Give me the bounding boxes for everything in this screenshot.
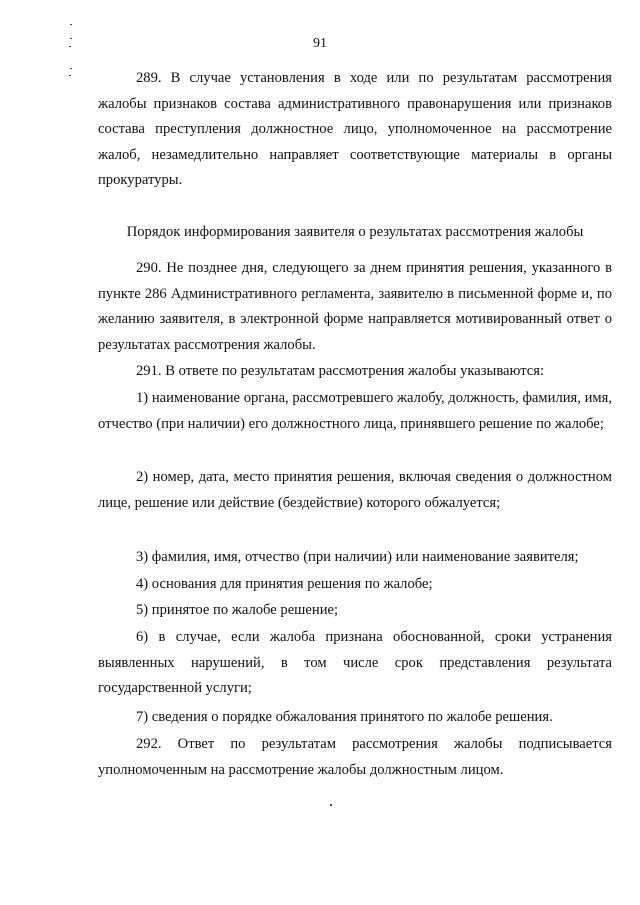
scan-mark [330,804,332,806]
list-item-4: 4) основания для принятия решения по жалобе; [136,576,433,592]
list-item-1: 1) наименование органа, рассмотревшего жалобу, должность, фамилия, имя, отчество (при наличии) его должностного лица, принявшего решение по жалобе; [98,390,612,432]
paragraph-292: 292. Ответ по результатам рассмотрения жалобы подписывается уполномоченным на рассмотрение жалобы должностным лицом. [98,736,612,778]
list-item-1-block [98,386,612,437]
scan-mark [70,68,72,69]
paragraph-291-block [98,359,612,385]
list-item-5-block [98,598,612,624]
scan-mark [69,75,71,76]
paragraph-290-block [98,256,612,358]
list-item-2: 2) номер, дата, место принятия решения, включая сведения о должностном лице, решение или действие (бездействие) которого обжалуется; [98,469,612,511]
page-number: 91 [313,36,327,51]
paragraph-289-block [98,66,612,194]
list-item-7-block [98,705,612,731]
paragraph-289: 289. В случае установления в ходе или по результатам рассмотрения жалобы признаков состава административного правонарушения или признаков состава преступления должностное лицо, уполномоченное на рассмотрение жалоб, незамедлительно направляет соответствующие материалы в органы прокуратуры. [98,70,612,188]
list-item-3: 3) фамилия, имя, отчество (при наличии) или наименование заявителя; [136,549,579,565]
paragraph-292-block [98,732,612,783]
list-item-3-block [98,545,612,571]
list-item-5: 5) принятое по жалобе решение; [136,602,339,618]
paragraph-290: 290. Не позднее дня, следующего за днем принятия решения, указанного в пункте 286 Административного регламента, заявителю в письменной форме и, по желанию заявителя, в электронной форме направляется мотивированный ответ о результатах рассмотрения жалобы. [98,260,612,353]
section-heading: Порядок информирования заявителя о результатах рассмотрения жалобы [126,224,584,240]
list-item-6-block [98,625,612,702]
list-item-7: 7) сведения о порядке обжалования принятого по жалобе решения. [136,709,553,725]
scan-mark [70,24,72,25]
list-item-6: 6) в случае, если жалоба признана обоснованной, сроки устранения выявленных нарушений, в том числе срок представления результата государственной услуги; [98,629,612,696]
list-item-4-block [98,572,612,598]
paragraph-291: 291. В ответе по результатам рассмотрения жалобы указываются: [136,363,545,379]
list-item-2-block [98,465,612,516]
